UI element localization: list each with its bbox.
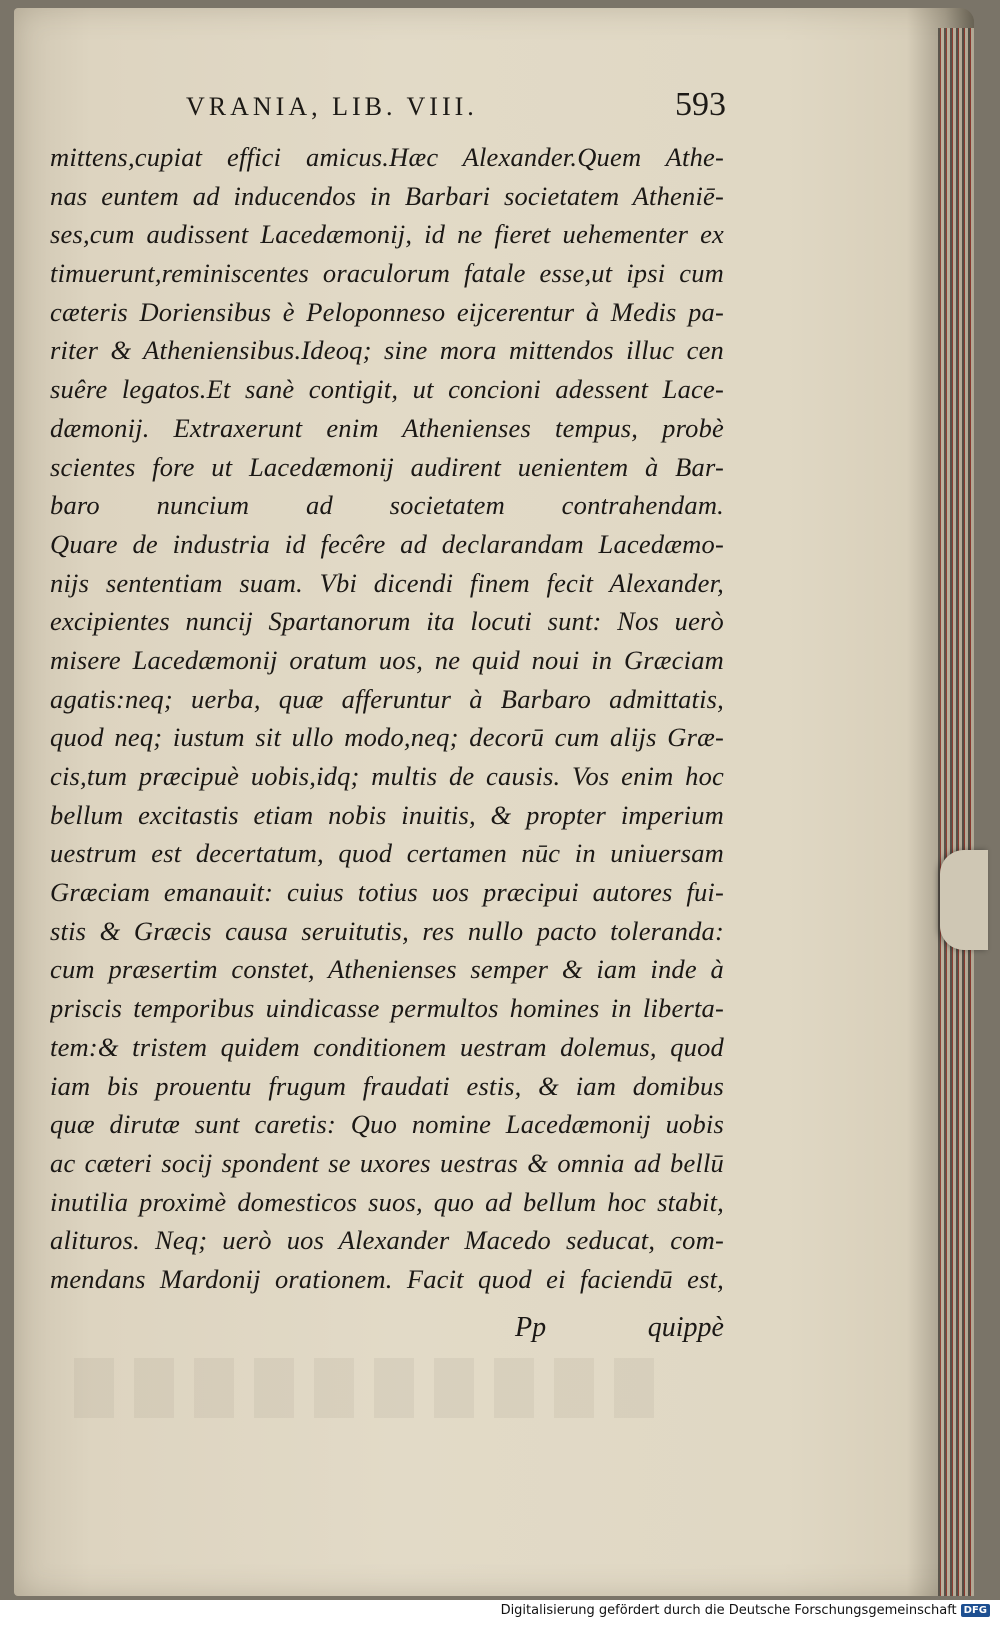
text-line: Quare de industria id fecêre ad declarandam Lacedæmo- <box>50 528 724 559</box>
text-line: agatis:neq; uerba, quæ afferuntur à Barbaro admittatis, <box>50 683 724 714</box>
text-line: inutilia proximè domesticos suos, quo ad bellum hoc stabit, <box>50 1186 724 1217</box>
text-line: mittens,cupiat effici amicus.Hæc Alexander.Quem Athe- <box>50 142 724 172</box>
text-line: misere Lacedæmonij oratum uos, ne quid noui in Græciam <box>50 644 724 675</box>
book-page <box>14 8 974 1596</box>
text-line: bellum excitastis etiam nobis inuitis, & propter imperium <box>50 799 724 830</box>
text-line: nijs sententiam suam. Vbi dicendi finem fecit Alexander, <box>50 567 724 598</box>
text-line: iam bis prouentu frugum fraudati estis, & iam domibus <box>50 1070 724 1101</box>
dfg-logo: DFG <box>961 1604 990 1617</box>
text-line: ses,cum audissent Lacedæmonij, id ne fieret uehementer ex <box>50 219 724 250</box>
signature-mark: Pp <box>515 1312 547 1343</box>
page-edges <box>938 28 974 1596</box>
page-footer <box>50 1312 724 1352</box>
running-title: VRANIA, LIB. VIII. <box>186 92 478 121</box>
page-header <box>186 86 726 132</box>
text-line: tem:& tristem quidem conditionem uestram dolemus, quod <box>50 1031 724 1062</box>
text-line: priscis temporibus uindicasse permultos homines in liberta- <box>50 993 724 1024</box>
text-line: nas euntem ad inducendos in Barbari societatem Atheniē- <box>50 180 724 211</box>
credit-text: Digitalisierung gefördert durch die Deutsche Forschungsgemeinschaft <box>500 1603 957 1618</box>
text-line: timuerunt,reminiscentes oraculorum fatale esse,ut ipsi cum <box>50 258 724 289</box>
show-through-text <box>74 1358 674 1418</box>
catchword: quippè <box>647 1312 724 1343</box>
text-line: cis,tum præcipuè uobis,idq; multis de causis. Vos enim hoc <box>50 761 724 791</box>
page-tab <box>940 850 988 950</box>
page-number: 593 <box>675 86 726 123</box>
text-line: riter & Atheniensibus.Ideoq; sine mora mittendos illuc cen <box>50 335 724 366</box>
text-line: suêre legatos.Et sanè contigit, ut concioni adessent Lace- <box>50 374 724 405</box>
body-text <box>50 138 724 1299</box>
text-line: cæteris Doriensibus è Peloponneso eijcerentur à Medis pa- <box>50 296 724 327</box>
text-line: dæmonij. Extraxerunt enim Athenienses tempus, probè <box>50 412 724 443</box>
text-line: quæ dirutæ sunt caretis: Quo nomine Lacedæmonij uobis <box>50 1109 724 1140</box>
text-line: mendans Mardonij orationem. Facit quod ei faciendū est, <box>50 1263 724 1294</box>
text-line: alituros. Neq; uerò uos Alexander Macedo seducat, com- <box>50 1225 724 1256</box>
text-line: quod neq; iustum sit ullo modo,neq; decorū cum alijs Græ- <box>50 722 724 753</box>
credit-line <box>501 1603 990 1618</box>
credit-bar <box>0 1600 1000 1626</box>
text-line: baro nuncium ad societatem contrahendam. <box>50 490 724 521</box>
text-line: cum præsertim constet, Athenienses semper & iam inde à <box>50 954 724 985</box>
text-line: excipientes nuncij Spartanorum ita locuti sunt: Nos uerò <box>50 606 724 637</box>
text-line: ac cæteri socij spondent se uxores uestras & omnia ad bellū <box>50 1147 724 1178</box>
text-line: Græciam emanauit: cuius totius uos præcipui autores fui- <box>50 877 724 908</box>
text-line: stis & Græcis causa seruitutis, res nullo pacto toleranda: <box>50 915 724 946</box>
text-line: scientes fore ut Lacedæmonij audirent uenientem à Bar- <box>50 451 724 482</box>
text-line: uestrum est decertatum, quod certamen nūc in uniuersam <box>50 838 724 869</box>
